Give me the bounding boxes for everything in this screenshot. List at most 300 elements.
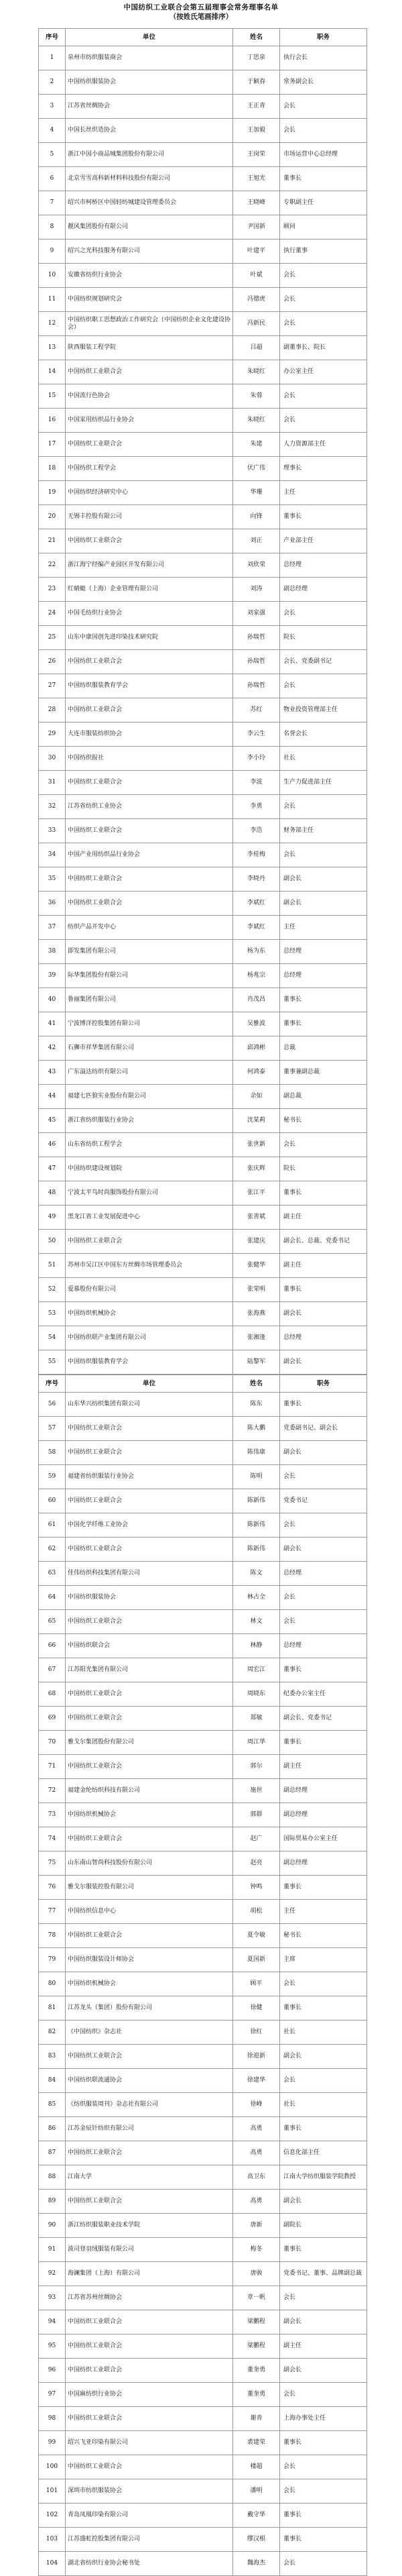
row-name: 陈明 [233, 1465, 280, 1489]
row-position: 副会长 [280, 867, 367, 892]
row-position: 副会长 [280, 1441, 367, 1465]
header-name: 姓名 [233, 1375, 280, 1393]
row-position: 名誉会长 [280, 722, 367, 747]
row-name: 朱晓红 [233, 409, 280, 433]
row-name: 陈新伟 [233, 1489, 280, 1513]
row-unit: 江南大学 [66, 2165, 233, 2190]
row-number: 65 [39, 1610, 66, 1634]
row-position: 常务副会长 [280, 70, 367, 95]
row-name: 梅冬 [233, 2238, 280, 2262]
row-unit: 中国纺织工业联合会 [66, 1230, 233, 1254]
row-number: 36 [39, 892, 66, 916]
row-name: 缪汉根 [233, 2528, 280, 2552]
row-position: 副会长 [280, 892, 367, 916]
row-number: 13 [39, 336, 66, 360]
row-number: 37 [39, 916, 66, 940]
table-row [39, 819, 367, 843]
row-number: 98 [39, 2407, 66, 2431]
row-position: 副会长、党委书记 [280, 1707, 367, 1731]
row-number: 74 [39, 1827, 66, 1851]
table-row [39, 2528, 367, 2552]
row-name: 杨兆宗 [233, 964, 280, 988]
row-unit: 中国纺织机械协会 [66, 1302, 233, 1326]
table-row [39, 602, 367, 626]
table-row [39, 1924, 367, 1948]
row-unit: 中国纺织机械协会 [66, 1972, 233, 1996]
row-position: 会长 [280, 409, 367, 433]
row-unit: 中国纺织机械协会 [66, 1803, 233, 1827]
row-unit: 中国纺织工业联合会 [66, 2359, 233, 2383]
row-unit: 山东南山智尚科技股份有限公司 [66, 1851, 233, 1876]
row-name: 徐健 [233, 1996, 280, 2021]
row-unit: 中国纺织工业联合会 [66, 433, 233, 457]
row-unit: 中国纺织工业联合会 [66, 2190, 233, 2214]
row-unit: 江苏阳光集团有限公司 [66, 1658, 233, 1682]
row-number: 99 [39, 2431, 66, 2455]
row-name: 楼超 [233, 2455, 280, 2479]
table-row [39, 1133, 367, 1157]
table-row [39, 2407, 367, 2431]
row-unit: 福建金纶纺织科技有限公司 [66, 1779, 233, 1803]
row-unit: 爱慕股份有限公司 [66, 1278, 233, 1302]
row-name: 向锋 [233, 505, 280, 529]
row-position: 会长 [280, 2286, 367, 2310]
row-name: 魏海杰 [233, 2552, 280, 2576]
row-unit: 山东华兴纺织集团有限公司 [66, 1393, 233, 1417]
row-unit: 大连市服装纺织协会 [66, 722, 233, 747]
row-number: 8 [39, 215, 66, 239]
row-name: 高勇 [233, 2141, 280, 2165]
table-row [39, 409, 367, 433]
table-row [39, 1538, 367, 1562]
row-unit: 中国纺织工业联合会 [66, 1610, 233, 1634]
row-number: 45 [39, 1109, 66, 1133]
row-name: 邱鸿彬 [233, 1036, 280, 1061]
row-unit: 红蜻蜓（上海）企业管理有限公司 [66, 578, 233, 602]
row-number: 64 [39, 1586, 66, 1610]
table-row [39, 505, 367, 529]
row-position: 会长 [280, 1133, 367, 1157]
row-unit: 陕西服装工程学院 [66, 336, 233, 360]
row-position: 会长 [280, 602, 367, 626]
row-position: 副院长 [280, 2214, 367, 2238]
row-position: 会长 [280, 674, 367, 698]
row-position: 会长 [280, 288, 367, 312]
table-row [39, 1157, 367, 1181]
row-position: 董事长 [280, 2504, 367, 2528]
table-row [39, 1682, 367, 1707]
table-row [39, 674, 367, 698]
table-row [39, 626, 367, 650]
row-position: 秘书长 [280, 1924, 367, 1948]
row-unit: 中国纺织联合会 [66, 1634, 233, 1658]
row-unit: 中国纺织工业联合会 [66, 2455, 233, 2479]
row-number: 40 [39, 988, 66, 1012]
row-position: 董事兼副总裁 [280, 1061, 367, 1085]
table-row [39, 747, 367, 771]
row-name: 张湘逢 [233, 1326, 280, 1350]
header-number: 序号 [39, 1375, 66, 1393]
row-position: 上海办事处主任 [280, 2407, 367, 2431]
header-unit: 单位 [66, 29, 233, 46]
row-number: 2 [39, 70, 66, 95]
table-row [39, 698, 367, 722]
row-unit: 福建七匹狼实业股份有限公司 [66, 1085, 233, 1109]
row-unit: 江苏盛虹控股集团有限公司 [66, 2528, 233, 2552]
row-position: 纪委办公室主任 [280, 1682, 367, 1707]
table-row [39, 1876, 367, 1900]
row-name: 陈新伟 [233, 1538, 280, 1562]
row-position: 社长 [280, 2021, 367, 2045]
row-position: 会长 [280, 119, 367, 143]
row-position: 董事长 [280, 505, 367, 529]
row-position: 产业部主任 [280, 529, 367, 553]
table-row [39, 95, 367, 119]
row-number: 17 [39, 433, 66, 457]
row-unit: 中国纺织工业联合会 [66, 2310, 233, 2334]
row-number: 47 [39, 1157, 66, 1181]
row-unit: 中国化学纤维工业协会 [66, 1513, 233, 1538]
row-unit: 中国纺织规划研究会 [66, 288, 233, 312]
row-unit: 青岛凤凰印染有限公司 [66, 2504, 233, 2528]
row-name: 王旭光 [233, 167, 280, 191]
table-row [39, 2431, 367, 2455]
row-name: 梁鹏程 [233, 2310, 280, 2334]
row-number: 21 [39, 529, 66, 553]
row-unit: 中国纺织服装协会 [66, 1586, 233, 1610]
row-unit: 海澜集团（上海）有限公司 [66, 2262, 233, 2286]
row-name: 林文 [233, 1610, 280, 1634]
row-position: 董事长 [280, 988, 367, 1012]
table-row [39, 771, 367, 795]
row-position: 会长 [280, 312, 367, 336]
row-position: 会长 [280, 2479, 367, 2504]
row-number: 57 [39, 1417, 66, 1441]
row-position: 社长 [280, 2093, 367, 2117]
row-position: 副总裁 [280, 1085, 367, 1109]
row-unit: 《纺织服装周刊》杂志社有限公司 [66, 2093, 233, 2117]
row-position: 总经理 [280, 1562, 367, 1586]
row-name: 周晓东 [233, 1682, 280, 1707]
row-unit: 中国纺织工业联合会 [66, 2141, 233, 2165]
row-number: 68 [39, 1682, 66, 1707]
row-position: 党委书记、董事、品牌副总裁 [280, 2262, 367, 2286]
row-position: 市场运营中心总经理 [280, 143, 367, 167]
row-number: 49 [39, 1205, 66, 1230]
row-name: 顾平 [233, 1972, 280, 1996]
row-position: 会长 [280, 795, 367, 819]
row-number: 44 [39, 1085, 66, 1109]
row-unit: 中国麻纺织行业协会 [66, 2383, 233, 2407]
row-position: 会长 [280, 1586, 367, 1610]
row-name: 徐峰 [233, 2093, 280, 2117]
table-row [39, 2383, 367, 2407]
row-number: 55 [39, 1350, 66, 1375]
row-number: 5 [39, 143, 66, 167]
row-unit: 中国纺织建设规划院 [66, 1157, 233, 1181]
row-number: 9 [39, 239, 66, 264]
table-row [39, 1586, 367, 1610]
table-row [39, 1205, 367, 1230]
table-row [39, 1012, 367, 1036]
row-position: 副总经理 [280, 1851, 367, 1876]
row-unit: 江苏省纺织工业协会 [66, 795, 233, 819]
row-unit: 中国纺织职工思想政治工作研究会（中国纺织企业文化建设协会） [66, 312, 233, 336]
table-row [39, 1061, 367, 1085]
row-name: 王岗荣 [233, 143, 280, 167]
table-row [39, 2334, 367, 2359]
row-unit: 中国纺织报社 [66, 747, 233, 771]
row-position: 董事长 [280, 2117, 367, 2141]
row-number: 31 [39, 771, 66, 795]
row-unit: 江苏省苏州丝绸协会 [66, 2286, 233, 2310]
row-number: 87 [39, 2141, 66, 2165]
row-position: 董事长 [280, 2528, 367, 2552]
row-name: 董奎勇 [233, 2359, 280, 2383]
table-row [39, 1851, 367, 1876]
row-number: 100 [39, 2455, 66, 2479]
row-number: 92 [39, 2262, 66, 2286]
row-name: 何鸿泰 [233, 1061, 280, 1085]
row-number: 42 [39, 1036, 66, 1061]
row-unit: 中国纺织工业联合会 [66, 2407, 233, 2431]
row-position: 物业投资管理部主任 [280, 698, 367, 722]
row-position: 会长、党委副书记 [280, 650, 367, 674]
header-number: 序号 [39, 29, 66, 46]
row-number: 94 [39, 2310, 66, 2334]
table-row [39, 1562, 367, 1586]
row-number: 89 [39, 2190, 66, 2214]
row-name: 李斌红 [233, 916, 280, 940]
row-name: 于颖春 [233, 70, 280, 95]
row-number: 104 [39, 2552, 66, 2576]
table-row [39, 1278, 367, 1302]
row-name: 徐红 [233, 2021, 280, 2045]
row-position: 副会长 [280, 2359, 367, 2383]
row-name: 孙瑞哲 [233, 650, 280, 674]
row-position: 董事长 [280, 1278, 367, 1302]
row-unit: 江苏龙头（集团）股份有限公司 [66, 1996, 233, 2021]
row-name: 张建庆 [233, 1230, 280, 1254]
table-row [39, 2117, 367, 2141]
row-unit: 中国纺织工业联合会 [66, 650, 233, 674]
row-position: 会长 [280, 264, 367, 288]
row-name: 孙瑞哲 [233, 674, 280, 698]
row-name: 冯德虎 [233, 288, 280, 312]
row-position: 党委书记 [280, 1489, 367, 1513]
row-name: 李桂梅 [233, 843, 280, 867]
row-number: 23 [39, 578, 66, 602]
row-unit: 佳伟纺织科技集团有限公司 [66, 1562, 233, 1586]
row-unit: 中国纺织工业联合会 [66, 1538, 233, 1562]
row-number: 67 [39, 1658, 66, 1682]
row-name: 周江华 [233, 1731, 280, 1755]
row-number: 56 [39, 1393, 66, 1417]
row-name: 孙瑞哲 [233, 626, 280, 650]
row-name: 章一帆 [233, 2286, 280, 2310]
row-unit: 中国纺织工业联合会 [66, 819, 233, 843]
row-number: 52 [39, 1278, 66, 1302]
table-row [39, 433, 367, 457]
row-position: 副会长 [280, 1302, 367, 1326]
row-unit: 中国产业用纺织品行业协会 [66, 843, 233, 867]
table-row [39, 1900, 367, 1924]
table-row [39, 892, 367, 916]
row-unit: 中国纺织工业联合会 [66, 1924, 233, 1948]
row-position: 会长 [280, 843, 367, 867]
row-position: 社长 [280, 747, 367, 771]
header-name: 姓名 [233, 29, 280, 46]
row-unit: 绍兴之光科技服务有限公司 [66, 239, 233, 264]
row-name: 吴雅波 [233, 1012, 280, 1036]
row-unit: 《中国纺织》杂志社 [66, 2021, 233, 2045]
row-number: 69 [39, 1707, 66, 1731]
row-number: 66 [39, 1634, 66, 1658]
row-name: 李浩 [233, 819, 280, 843]
row-unit: 雅戈尔集团股份有限公司 [66, 1731, 233, 1755]
row-name: 伏广伟 [233, 457, 280, 481]
row-name: 陆黎军 [233, 1350, 280, 1375]
row-number: 32 [39, 795, 66, 819]
row-unit: 中国纺织联产业集团有限公司 [66, 1326, 233, 1350]
row-name: 郭群 [233, 1803, 280, 1827]
table-row [39, 288, 367, 312]
row-unit: 绍兴市柯桥区中国轻纺城建设管理委员会 [66, 191, 233, 215]
row-name: 陈文 [233, 1562, 280, 1586]
row-number: 79 [39, 1948, 66, 1972]
table-row [39, 2310, 367, 2334]
row-name: 谢青 [233, 2407, 280, 2431]
row-position: 董事长 [280, 1996, 367, 2021]
row-number: 80 [39, 1972, 66, 1996]
row-unit: 浙江纺织服装职业技术学院 [66, 2214, 233, 2238]
table-row [39, 457, 367, 481]
row-position: 总经理 [280, 1634, 367, 1658]
row-name: 胡松 [233, 1900, 280, 1924]
row-name: 赵广 [233, 1827, 280, 1851]
row-position: 主席 [280, 1948, 367, 1972]
row-number: 6 [39, 167, 66, 191]
row-number: 58 [39, 1441, 66, 1465]
row-unit: 山东省纺织工程学会 [66, 1133, 233, 1157]
row-number: 30 [39, 747, 66, 771]
row-position: 会长 [280, 1610, 367, 1634]
row-unit: 中国纺织服装协会 [66, 70, 233, 95]
row-number: 3 [39, 95, 66, 119]
row-unit: 中国纺织工业联合会 [66, 892, 233, 916]
row-unit: 中国纺织服装设计师协会 [66, 1948, 233, 1972]
row-number: 4 [39, 119, 66, 143]
table-row [39, 1803, 367, 1827]
row-name: 张世新 [233, 1133, 280, 1157]
row-unit: 广东溢达纺织有限公司 [66, 1061, 233, 1085]
table-row [39, 1417, 367, 1441]
row-unit: 中国纺织工业联合会 [66, 2334, 233, 2359]
row-name: 周宏江 [233, 1658, 280, 1682]
row-name: 张江平 [233, 1181, 280, 1205]
table-row [39, 650, 367, 674]
table-row [39, 964, 367, 988]
table-row [39, 312, 367, 336]
row-position: 院长 [280, 626, 367, 650]
row-unit: 中国纺织工业联合会 [66, 1707, 233, 1731]
header-unit: 单位 [66, 1375, 233, 1393]
row-name: 郑敏 [233, 1707, 280, 1731]
row-number: 63 [39, 1562, 66, 1586]
row-number: 82 [39, 2021, 66, 2045]
table-row [39, 2262, 367, 2286]
row-name: 余如 [233, 1085, 280, 1109]
row-name: 钟鸣 [233, 1876, 280, 1900]
table-row [39, 2069, 367, 2093]
row-number: 26 [39, 650, 66, 674]
row-number: 54 [39, 1326, 66, 1350]
row-unit: 中国纺织工业联合会 [66, 1827, 233, 1851]
row-position: 副会长 [280, 2045, 367, 2069]
row-position: 生产力促进部主任 [280, 771, 367, 795]
row-unit: 中国纺织工业联合会 [66, 360, 233, 384]
row-position: 董事长 [280, 1012, 367, 1036]
table-row [39, 1513, 367, 1538]
row-name: 朱蓉 [233, 384, 280, 409]
table-row [39, 1972, 367, 1996]
table-row [39, 2190, 367, 2214]
row-name: 徐建华 [233, 2069, 280, 2093]
row-number: 71 [39, 1755, 66, 1779]
row-position: 江南大学纺织服装学院教授 [280, 2165, 367, 2190]
row-name: 李波 [233, 771, 280, 795]
member-table [38, 28, 367, 1375]
row-name: 王正青 [233, 95, 280, 119]
row-number: 95 [39, 2334, 66, 2359]
table-row [39, 1489, 367, 1513]
row-number: 103 [39, 2528, 66, 2552]
row-number: 102 [39, 2504, 66, 2528]
row-position: 会长 [280, 2069, 367, 2093]
table-row [39, 360, 367, 384]
row-name: 刘家强 [233, 602, 280, 626]
row-position: 董事长 [280, 2238, 367, 2262]
row-position: 副会长 [280, 2190, 367, 2214]
table-row [39, 940, 367, 964]
row-number: 22 [39, 553, 66, 578]
row-unit: 中国纺织工程学会 [66, 457, 233, 481]
row-name: 尹国新 [233, 215, 280, 239]
row-name: 林静 [233, 1634, 280, 1658]
row-position: 信息化部主任 [280, 2141, 367, 2165]
member-tables [0, 28, 402, 2576]
table-row [39, 2479, 367, 2504]
row-position: 副会长、总裁、党委书记 [280, 1230, 367, 1254]
row-name: 苏红 [233, 698, 280, 722]
row-position: 副会长 [280, 2310, 367, 2334]
row-position: 副主任 [280, 1205, 367, 1230]
table-row [39, 1948, 367, 1972]
member-table [38, 1375, 367, 2576]
row-unit: 中国纺织工业联合会 [66, 1489, 233, 1513]
row-name: 肖茂昌 [233, 988, 280, 1012]
document-subtitle: （按姓氏笔画排序） [169, 13, 233, 21]
table-row [39, 1181, 367, 1205]
table-header-row [39, 29, 367, 46]
row-name: 叶建平 [233, 239, 280, 264]
row-name: 华珊 [233, 481, 280, 505]
row-unit: 宁波太平鸟时尚服饰股份有限公司 [66, 1181, 233, 1205]
row-name: 张善斌 [233, 1205, 280, 1230]
row-name: 徐迎新 [233, 2045, 280, 2069]
table-row [39, 2238, 367, 2262]
row-position: 院长 [280, 1157, 367, 1181]
